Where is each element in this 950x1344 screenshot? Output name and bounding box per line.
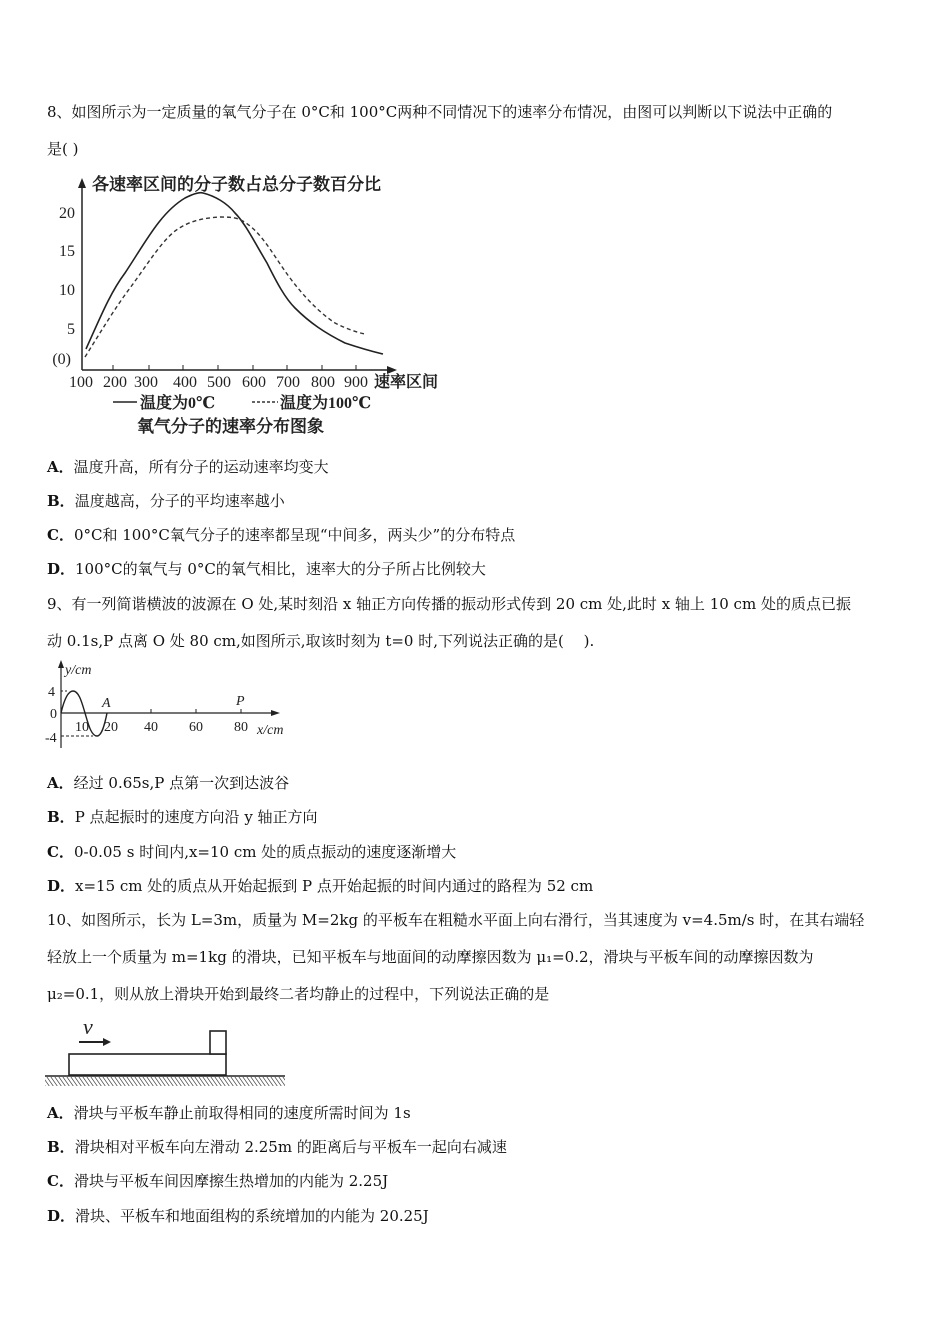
- q9-stem-line2: 动 0.1s,P 点离 O 处 80 cm,如图所示,取该时刻为 t=0 时,下列说法正确的是( ).: [47, 632, 595, 650]
- chart-subtitle: 氧气分子的速率分布图象: [137, 417, 324, 436]
- point-a-label: A: [102, 696, 111, 711]
- q8-option-b: B．温度越高，分子的平均速率越小: [47, 492, 285, 510]
- velocity-label: v: [83, 1014, 93, 1039]
- x-tick-10: 10: [75, 720, 89, 735]
- y-tick-0: (0): [52, 351, 71, 368]
- x-tick-20: 20: [104, 720, 118, 735]
- y-tick-0: 0: [50, 707, 57, 722]
- q9-option-c: C．0-0.05 s 时间内,x=10 cm 处的质点振动的速度逐渐增大: [47, 843, 457, 861]
- x-tick-100: 100: [69, 374, 93, 391]
- x-tick-600: 600: [242, 374, 266, 391]
- x-axis-label: 速率区间: [374, 374, 439, 391]
- q10-option-a: A．滑块与平板车静止前取得相同的速度所需时间为 1s: [47, 1104, 411, 1122]
- q10-option-d: D．滑块、平板车和地面组构的系统增加的内能为 20.25J: [47, 1207, 429, 1225]
- q10-stem-line3: μ₂=0.1，则从放上滑块开始到最终二者均静止的过程中，下列说法正确的是: [47, 985, 550, 1003]
- q9-stem-line1: 9、有一列简谐横波的波源在 O 处,某时刻沿 x 轴正方向传播的振动形式传到 20 cm 处,此时 x 轴上 10 cm 处的质点已振: [47, 595, 851, 613]
- curve-100c: [85, 217, 365, 357]
- q8-option-d: D．100°C的氧气与 0°C的氧气相比，速率大的分子所占比例较大: [47, 560, 486, 578]
- x-tick-200: 200: [103, 374, 127, 391]
- chart-title: 各速率区间的分子数占总分子数百分比: [92, 175, 381, 194]
- x-tick-700: 700: [276, 374, 300, 391]
- flatbed-cart: [69, 1054, 226, 1075]
- q8-stem-line2: 是( ): [47, 140, 79, 158]
- q10-option-b: B．滑块相对平板车向左滑动 2.25m 的距离后与平板车一起向右减速: [47, 1138, 507, 1156]
- y-tick-neg4: -4: [45, 731, 57, 746]
- q9-option-a: A．经过 0.65s,P 点第一次到达波谷: [47, 774, 290, 792]
- wave-diagram: [45, 658, 290, 753]
- velocity-arrow-icon: [103, 1038, 111, 1046]
- speed-distribution-chart: [45, 168, 455, 440]
- point-p-label: P: [236, 694, 245, 709]
- x-tick-40: 40: [144, 720, 158, 735]
- x-tick-60: 60: [189, 720, 203, 735]
- q9-option-d: D．x=15 cm 处的质点从开始起振到 P 点开始起振的时间内通过的路程为 52 cm: [47, 877, 594, 895]
- x-tick-80: 80: [234, 720, 248, 735]
- q8-stem-line1: 8、如图所示为一定质量的氧气分子在 0°C和 100°C两种不同情况下的速率分布情况，由图可以判断以下说法中正确的: [47, 103, 833, 121]
- q8-option-c: C．0°C和 100°C氧气分子的速率都呈现“中间多，两头少”的分布特点: [47, 526, 516, 544]
- y-tick-4: 4: [48, 685, 55, 700]
- slider-block: [210, 1031, 226, 1054]
- y-tick-15: 15: [59, 243, 75, 260]
- curve-0c: [86, 193, 383, 354]
- x-tick-400: 400: [173, 374, 197, 391]
- q10-option-c: C．滑块与平板车间因摩擦生热增加的内能为 2.25J: [47, 1172, 389, 1190]
- y-tick-10: 10: [59, 282, 75, 299]
- x-tick-900: 900: [344, 374, 368, 391]
- q10-stem-line1: 10、如图所示，长为 L=3m，质量为 M=2kg 的平板车在粗糙水平面上向右滑行，当其速度为 v=4.5m/s 时，在其右端轻: [47, 911, 865, 929]
- x-tick-300: 300: [134, 374, 158, 391]
- legend-100c: 温度为100℃: [280, 395, 372, 412]
- x-axis-label: x/cm: [257, 723, 284, 738]
- y-tick-20: 20: [59, 205, 75, 222]
- x-tick-500: 500: [207, 374, 231, 391]
- q9-option-b: B．P 点起振时的速度方向沿 y 轴正方向: [47, 808, 318, 826]
- cart-diagram: [45, 1012, 290, 1092]
- q10-stem-line2: 轻放上一个质量为 m=1kg 的滑块，已知平板车与地面间的动摩擦因数为 μ₁=0.2，滑块与平板车间的动摩擦因数为: [47, 948, 814, 966]
- q8-option-a: A．温度升高，所有分子的运动速率均变大: [47, 458, 329, 476]
- legend-0c: 温度为0℃: [140, 395, 216, 412]
- x-tick-800: 800: [311, 374, 335, 391]
- y-tick-5: 5: [67, 321, 75, 338]
- ground-hatching: [45, 1077, 285, 1086]
- y-axis-label: y/cm: [65, 663, 92, 678]
